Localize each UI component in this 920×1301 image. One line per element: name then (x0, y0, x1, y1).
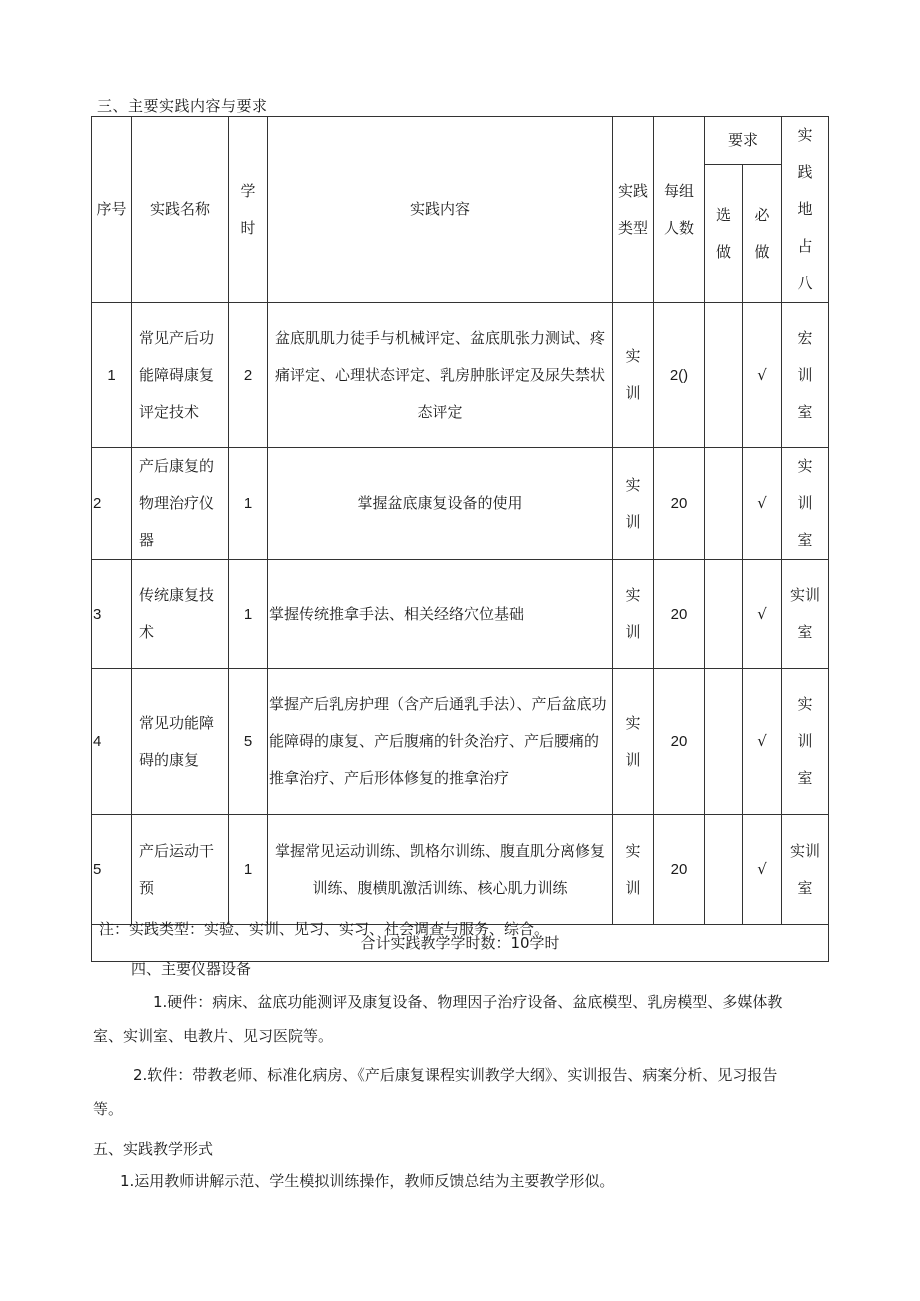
header-hours (229, 117, 268, 303)
header-requirement: 要求 (705, 117, 782, 165)
cell-location (782, 669, 829, 815)
cell-seq: 1 (92, 303, 132, 448)
cell-location-text: 实训室 (790, 586, 821, 641)
cell-hours: 1 (229, 815, 268, 925)
cell-location-text: 宏训室 (797, 328, 813, 421)
cell-content (268, 303, 613, 448)
cell-group: 20 (654, 669, 705, 815)
cell-location-text: 实训室 (797, 695, 813, 787)
cell-name (132, 303, 229, 448)
hardware-paragraph: 1.硬件：病床、盆底功能测评及康复设备、物理因子治疗设备、盆底模型、乳房模型、多媒体教室、实训室、电教片、见习医院等。 (93, 993, 783, 1045)
header-required-text: 必做 (754, 205, 770, 261)
teaching-form-paragraph: 1.运用教师讲解示范、学生模拟训练操作，教师反馈总结为主要教学形似。 (120, 1172, 615, 1190)
cell-group: 20 (654, 448, 705, 560)
total-hours: 合计实践教学学时数：10学时 (92, 925, 829, 962)
cell-hours: 1 (229, 560, 268, 669)
cell-location (782, 303, 829, 448)
cell-name-text: 传统康复技术 (139, 586, 215, 641)
cell-type-text: 实训 (625, 841, 641, 897)
cell-name (132, 448, 229, 560)
cell-type-text: 实训 (625, 347, 641, 402)
cell-name (132, 815, 229, 925)
cell-type (613, 669, 654, 815)
cell-name (132, 560, 229, 669)
cell-required: √ (743, 815, 782, 925)
cell-optional (705, 448, 743, 560)
header-type (613, 117, 654, 303)
cell-content-text: 掌握盆底康复设备的使用 (357, 494, 523, 512)
cell-type (613, 815, 654, 925)
section-title-equipment: 四、主要仪器设备 (131, 960, 252, 978)
cell-content-text: 掌握传统推拿手法、相关经络穴位基础 (269, 604, 525, 623)
header-location-text: 实践地占八 (797, 126, 813, 292)
table-row (92, 815, 829, 925)
cell-optional (705, 815, 743, 925)
cell-name-text: 常见产后功能障碍康复评定技术 (139, 328, 215, 421)
cell-location (782, 815, 829, 925)
cell-content-text: 掌握常见运动训练、凯格尔训练、腹直肌分离修复训练、腹横肌激活训练、核心肌力训练 (274, 841, 605, 897)
cell-location-text: 实训室 (790, 841, 821, 897)
cell-name-text: 产后运动干预 (139, 841, 215, 897)
header-optional-text: 选做 (715, 205, 731, 261)
table-row (92, 448, 829, 560)
header-hours-text: 学时 (240, 181, 256, 237)
cell-seq: 4 (92, 669, 132, 815)
cell-hours: 2 (229, 303, 268, 448)
header-group-text: 每组人数 (663, 181, 694, 237)
cell-group: 20 (654, 560, 705, 669)
cell-required: √ (743, 560, 782, 669)
cell-optional (705, 560, 743, 669)
cell-type (613, 303, 654, 448)
cell-optional (705, 303, 743, 448)
header-optional (705, 165, 743, 303)
header-required (743, 165, 782, 303)
practice-type-note: 注：实践类型：实验、实训、见习、实习、社会调查与服务、综合。 (99, 920, 550, 938)
cell-optional (705, 669, 743, 815)
software-paragraph: 2.软件：带教老师、标准化病房、《产后康复课程实训教学大纲》、实训报告、病案分析、见习报告等。 (93, 1066, 778, 1118)
cell-seq: 5 (92, 815, 132, 925)
cell-group: 20 (654, 815, 705, 925)
cell-location (782, 448, 829, 560)
cell-location (782, 560, 829, 669)
cell-group: 2() (654, 303, 705, 448)
cell-name-text: 常见功能障碍的康复 (139, 713, 215, 769)
table-header-row (92, 117, 829, 165)
cell-name-text: 产后康复的物理治疗仪器 (139, 457, 215, 549)
cell-seq: 2 (92, 448, 132, 560)
cell-content (268, 448, 613, 560)
section-title-teaching-form: 五、实践教学形式 (93, 1140, 214, 1158)
header-type-text: 实践类型 (617, 181, 648, 237)
cell-hours: 5 (229, 669, 268, 815)
cell-content (268, 815, 613, 925)
cell-type-text: 实训 (625, 586, 641, 641)
table-row (92, 303, 829, 448)
cell-required: √ (743, 669, 782, 815)
header-seq: 序号 (92, 117, 132, 303)
cell-content-text: 盆底肌肌力徒手与机械评定、盆底肌张力测试、疼痛评定、心理状态评定、乳房肿胀评定及尿失禁状态评定 (274, 328, 605, 421)
cell-hours: 1 (229, 448, 268, 560)
header-content: 实践内容 (268, 117, 613, 303)
cell-name (132, 669, 229, 815)
cell-content-text: 掌握产后乳房护理（含产后通乳手法）、产后盆底功能障碍的康复、产后腹痛的针灸治疗、产后腰痛的推拿治疗、产后形体修复的推拿治疗 (269, 695, 607, 787)
table-row (92, 560, 829, 669)
cell-required: √ (743, 303, 782, 448)
header-group (654, 117, 705, 303)
cell-content (268, 669, 613, 815)
cell-type (613, 448, 654, 560)
cell-type-text: 实训 (625, 713, 641, 769)
header-name-text: 实践名称 (149, 200, 210, 218)
cell-type-text: 实训 (625, 475, 641, 531)
cell-required: √ (743, 448, 782, 560)
header-location (782, 117, 829, 303)
cell-seq: 3 (92, 560, 132, 669)
cell-content (268, 560, 613, 669)
cell-type (613, 560, 654, 669)
cell-location-text: 实训室 (797, 457, 813, 549)
table-row (92, 669, 829, 815)
header-name (132, 117, 229, 303)
section-title-practice: 三、主要实践内容与要求 (97, 97, 268, 115)
practice-table (91, 116, 829, 962)
